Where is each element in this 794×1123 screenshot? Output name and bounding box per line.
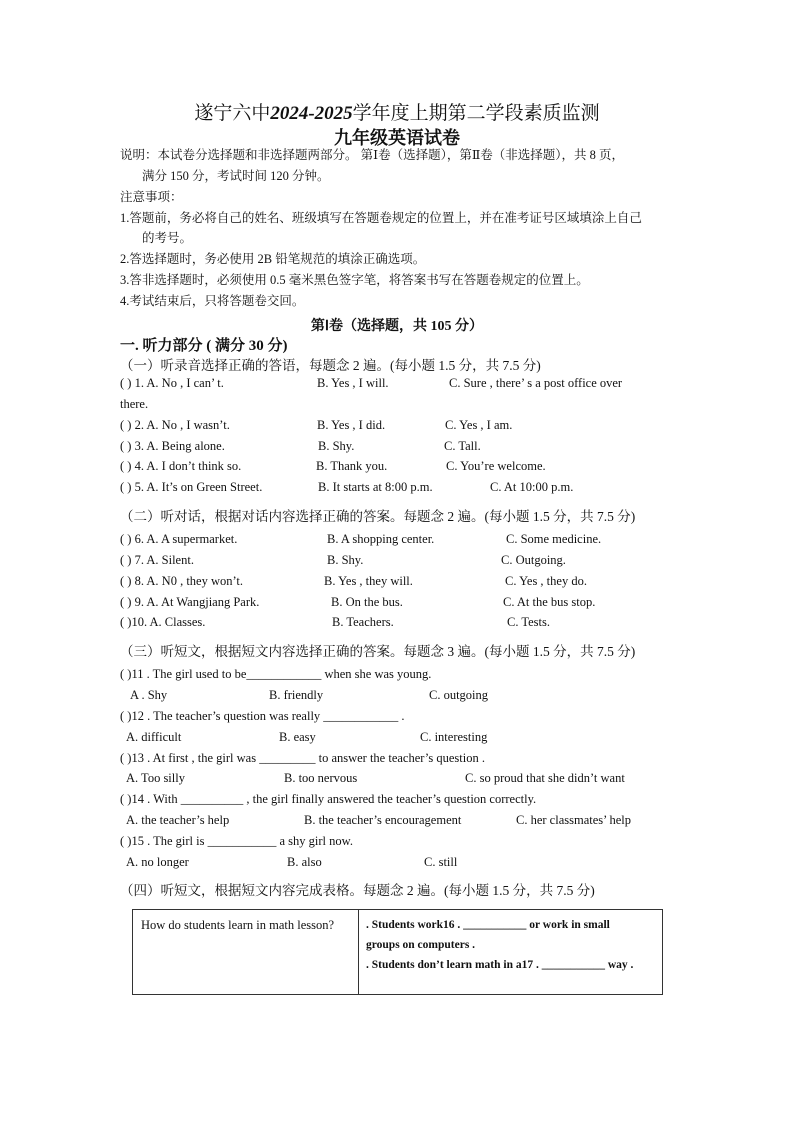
exam-title [0,98,794,125]
q9-option-b: B. On the bus. [331,595,403,609]
note-item-4: 4.考试结束后，只将答题卷交回。 [120,294,305,308]
q2-stem: ( ) 2. A. No , I wasn’t. [120,418,230,432]
listening-2-heading: （二）听对话，根据对话内容选择正确的答案。每题念 2 遍。(每小题 1.5 分，共 7.5 分) [120,509,636,524]
q8-option-c: C. Yes , they do. [505,574,587,588]
question-15-options [120,855,680,873]
question-6 [120,532,680,550]
q11-option-c: C. outgoing [429,688,489,702]
q7-stem: ( ) 7. A. Silent. [120,553,194,567]
question-3 [120,439,680,457]
table-answer-line-3: . Students don’t learn math in a17 . ___________ way . [366,959,634,971]
question-14-options [120,813,680,831]
q14-option-b: B. the teacher’s encouragement [304,813,462,827]
q3-option-b: B. Shy. [318,439,355,453]
answer-table [132,909,663,995]
question-14 [120,792,680,810]
question-11-options [120,688,680,706]
q3-stem: ( ) 3. A. Being alone. [120,439,225,453]
exam-subtitle: 九年级英语试卷 [334,128,460,148]
q11-stem: ( )11 . The girl used to be____________ when she was young. [120,667,432,681]
q15-stem: ( )15 . The girl is ___________ a shy girl now. [120,834,353,848]
question-11 [120,667,680,685]
listening-1-heading: （一）听录音选择正确的答语，每题念 2 遍。(每小题 1.5 分，共 7.5 分) [120,358,541,373]
question-12-options [120,730,680,748]
q14-option-a: A. the teacher’s help [126,813,230,827]
q12-option-a: A. difficult [126,730,182,744]
q9-stem: ( ) 9. A. At Wangjiang Park. [120,595,260,609]
q13-option-a: A. Too silly [126,771,185,785]
q11-option-a: A . Shy [130,688,168,702]
q14-stem: ( )14 . With __________ , the girl finally answered the teacher’s question correctly. [120,792,537,806]
q15-option-c: C. still [424,855,458,869]
q1-option-c: C. Sure , there’ s a post office over [449,376,623,390]
q10-stem: ( )10. A. Classes. [120,615,206,629]
q1-option-c-cont: there. [120,397,149,411]
q4-stem: ( ) 4. A. I don’t think so. [120,459,242,473]
q15-option-b: B. also [287,855,322,869]
question-13-options [120,771,680,789]
note-item-2: 2.答选择题时，务必使用 2B 铅笔规范的填涂正确选项。 [120,252,426,266]
q9-option-c: C. At the bus stop. [503,595,596,609]
q10-option-b: B. Teachers. [332,615,394,629]
q3-option-c: C. Tall. [444,439,481,453]
q8-stem: ( ) 8. A. N0 , they won’t. [120,574,244,588]
question-15 [120,834,680,852]
section-1-title: 第Ⅰ卷（选择题，共 105 分） [310,319,484,334]
q4-option-b: B. Thank you. [316,459,388,473]
q1-stem: ( ) 1. A. No , I can’ t. [120,376,224,390]
school-year: 2024-2025 [270,103,353,124]
table-divider [358,910,359,994]
q8-option-b: B. Yes , they will. [324,574,413,588]
question-12 [120,709,680,727]
q10-option-c: C. Tests. [507,615,550,629]
table-question-cell: How do students learn in math lesson? [141,918,335,932]
question-13 [120,751,680,769]
question-9 [120,595,680,613]
note-item-1: 1.答题前，务必将自己的姓名、班级填写在答题卷规定的位置上，并在准考证号区域填涂上自己 [120,211,642,225]
q5-option-b: B. It starts at 8:00 p.m. [318,480,433,494]
q1-option-b: B. Yes , I will. [317,376,389,390]
q5-stem: ( ) 5. A. It’s on Green Street. [120,480,263,494]
question-7 [120,553,680,571]
note-item-1-cont: 的考号。 [142,231,193,245]
question-5 [120,480,680,498]
note-item-3: 3.答非选择题时，必须使用 0.5 毫米黑色签字笔，将答案书写在答题卷规定的位置上。 [120,273,589,287]
question-8 [120,574,680,592]
q7-option-c: C. Outgoing. [501,553,566,567]
table-answer-line-1: . Students work16 . ___________ or work in small [366,919,610,931]
listening-3-heading: （三）听短文，根据短文内容选择正确的答案。每题念 3 遍。(每小题 1.5 分，共 7.5 分) [120,644,636,659]
question-10 [120,615,680,633]
question-1-cont [120,397,680,415]
school-name: 遂宁六中 [194,103,271,124]
q14-option-c: C. her classmates’ help [516,813,632,827]
q12-option-b: B. easy [279,730,316,744]
q13-stem: ( )13 . At first , the girl was _________ to answer the teacher’s question . [120,751,485,765]
q11-option-b: B. friendly [269,688,324,702]
q12-stem: ( )12 . The teacher’s question was really ____________ . [120,709,405,723]
table-answer-line-2: groups on computers . [366,939,476,951]
q4-option-c: C. You’re welcome. [446,459,546,473]
q6-stem: ( ) 6. A. A supermarket. [120,532,238,546]
q12-option-c: C. interesting [420,730,488,744]
q6-option-c: C. Some medicine. [506,532,602,546]
explain-line-2: 满分 150 分，考试时间 120 分钟。 [142,169,330,183]
q7-option-b: B. Shy. [327,553,364,567]
part-1-title: 一. 听力部分 ( 满分 30 分) [120,338,288,354]
explain-line-1: 说明：本试卷分选择题和非选择题两部分。 第Ⅰ卷（选择题），第Ⅱ卷（非选择题），共 8 页， [120,148,625,162]
table-answer-cell [366,915,661,975]
q13-option-c: C. so proud that she didn’t want [465,771,625,785]
question-2 [120,418,680,436]
q2-option-b: B. Yes , I did. [317,418,386,432]
q2-option-c: C. Yes , I am. [445,418,513,432]
q6-option-b: B. A shopping center. [327,532,435,546]
listening-4-heading: （四）听短文，根据短文内容完成表格。每题念 2 遍。(每小题 1.5 分，共 7.5 分) [120,883,595,898]
q15-option-a: A. no longer [126,855,189,869]
q13-option-b: B. too nervous [284,771,358,785]
attention-heading: 注意事项： [120,190,183,204]
question-1 [120,376,680,394]
question-4 [120,459,680,477]
title-rest: 学年度上期第二学段素质监测 [352,103,600,124]
q5-option-c: C. At 10:00 p.m. [490,480,574,494]
